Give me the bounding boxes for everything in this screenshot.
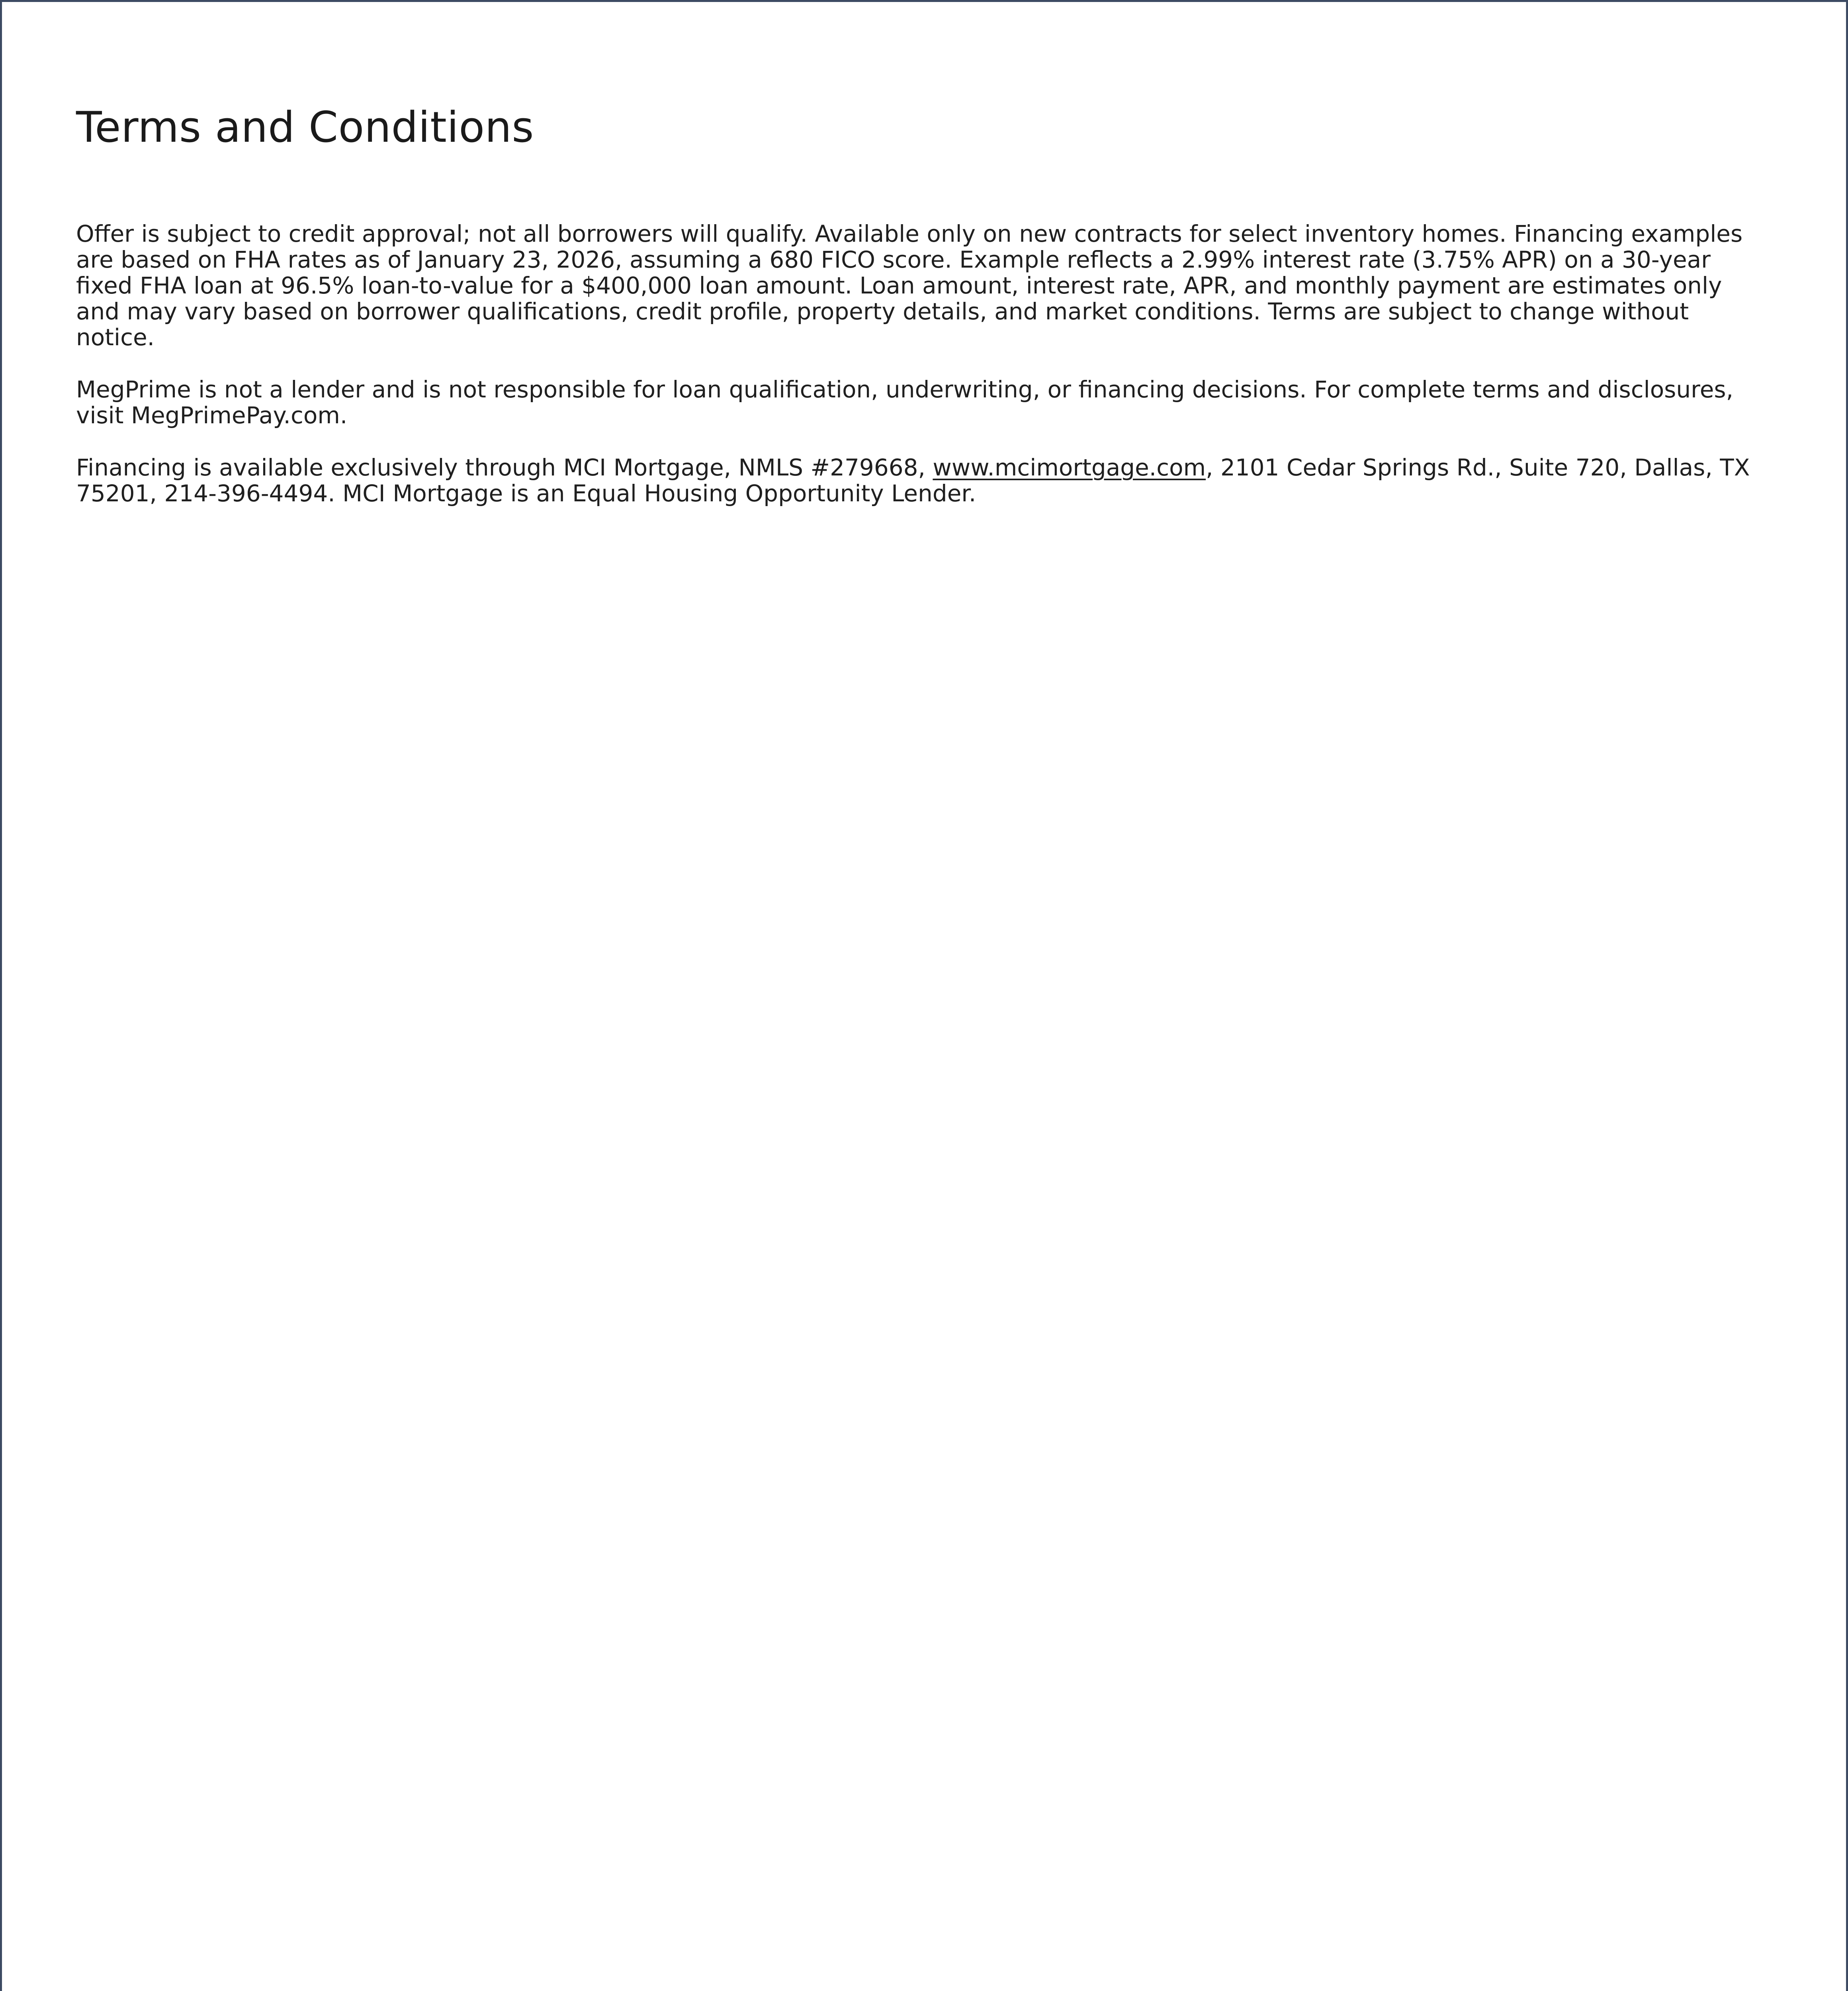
financing-provider-paragraph	[76, 455, 1764, 507]
financing-provider-text-end: , 2101 Cedar Springs Rd., Suite 720, Dallas, TX 75201, 214-396-4494. MCI Mortgage is an Equal Housing Opportunity Lender.	[76, 454, 1750, 507]
mci-mortgage-link[interactable]: www.mcimortgage.com	[933, 454, 1206, 481]
lender-disclaimer-paragraph: MegPrime is not a lender and is not responsible for loan qualification, underwriting, or financing decisions. For complete terms and disclosures, visit MegPrimePay.com.	[76, 376, 1734, 429]
terms-body	[76, 221, 1764, 507]
credit-approval-paragraph: Offer is subject to credit approval; not all borrowers will qualify. Available only on new contracts for select inventory homes. Financing examples are based on FHA rates as of January 23, 2026, assuming a 680 FICO score. Example reflects a 2.99% interest rate (3.75% APR) on a 30-year fixed FHA loan at 96.5% loan-to-value for a $400,000 loan amount. Loan amount, interest rate, APR, and monthly payment are estimates only and may vary based on borrower qualifications, credit profile, property details, and market conditions. Terms are subject to change without notice.	[76, 220, 1743, 351]
page-title: Terms and Conditions	[76, 103, 534, 152]
terms-content	[76, 102, 1764, 533]
financing-provider-text-start: Financing is available exclusively through MCI Mortgage, NMLS #279668,	[76, 454, 933, 481]
